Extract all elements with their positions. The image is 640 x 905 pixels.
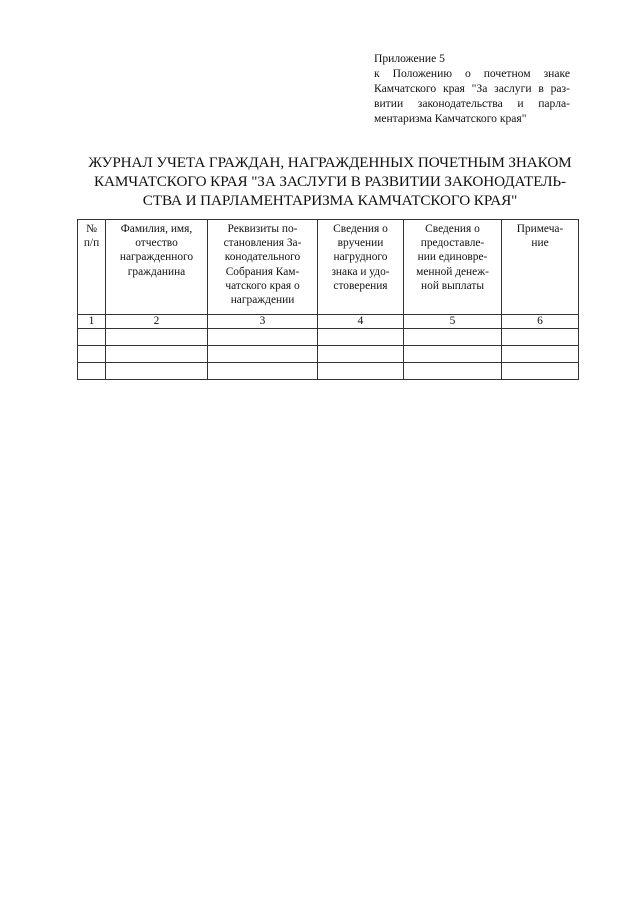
header-full-name: Фамилия, имя, отчество награжденного гражданина — [106, 220, 208, 315]
empty-cell — [502, 329, 579, 346]
appendix-line-1: Приложение 5 — [374, 52, 445, 65]
header-payment-info: Сведения о предоставле- нии единовре- менной денеж- ной выплаты — [404, 220, 502, 315]
empty-cell — [78, 363, 106, 380]
table-header-row — [78, 220, 579, 315]
title-line-2: КАМЧАТСКОГО КРАЯ "ЗА ЗАСЛУГИ В РАЗВИТИИ ЗАКОНОДАТЕЛЬ- — [93, 173, 566, 190]
empty-cell — [318, 363, 404, 380]
empty-cell — [106, 329, 208, 346]
empty-cell — [106, 363, 208, 380]
journal-table — [77, 219, 579, 380]
empty-cell — [318, 329, 404, 346]
table-row — [78, 346, 579, 363]
appendix-line-2: к Положению о почетном знаке — [374, 67, 570, 80]
header-notes: Примеча- ние — [502, 220, 579, 315]
column-number: 5 — [404, 315, 502, 329]
column-number: 6 — [502, 315, 579, 329]
appendix-line-5: ментаризма Камчатского края" — [374, 112, 527, 125]
column-number: 2 — [106, 315, 208, 329]
empty-cell — [106, 346, 208, 363]
empty-cell — [404, 346, 502, 363]
empty-cell — [502, 363, 579, 380]
empty-cell — [208, 329, 318, 346]
appendix-line-4: витии законодательства и парла- — [374, 97, 570, 110]
empty-cell — [404, 363, 502, 380]
column-number: 4 — [318, 315, 404, 329]
table-row — [78, 363, 579, 380]
header-badge-delivery: Сведения о вручении нагрудного знака и удо- стоверения — [318, 220, 404, 315]
empty-cell — [78, 329, 106, 346]
appendix-line-3: Камчатского края "За заслуги в раз- — [374, 82, 570, 95]
column-number: 1 — [78, 315, 106, 329]
title-line-1: ЖУРНАЛ УЧЕТА ГРАЖДАН, НАГРАЖДЕННЫХ ПОЧЕТНЫМ ЗНАКОМ — [88, 154, 572, 171]
empty-cell — [208, 346, 318, 363]
title-line-3: СТВА И ПАРЛАМЕНТАРИЗМА КАМЧАТСКОГО КРАЯ" — [142, 192, 518, 209]
header-number: № п/п — [78, 220, 106, 315]
empty-cell — [78, 346, 106, 363]
appendix-note — [374, 51, 570, 126]
empty-cell — [318, 346, 404, 363]
empty-cell — [404, 329, 502, 346]
empty-cell — [502, 346, 579, 363]
document-title — [60, 153, 600, 210]
table-row — [78, 329, 579, 346]
header-resolution-details: Реквизиты по- становления За- конодательного Собрания Кам- чатского края о награждении — [208, 220, 318, 315]
column-number: 3 — [208, 315, 318, 329]
empty-cell — [208, 363, 318, 380]
column-number-row — [78, 315, 579, 329]
